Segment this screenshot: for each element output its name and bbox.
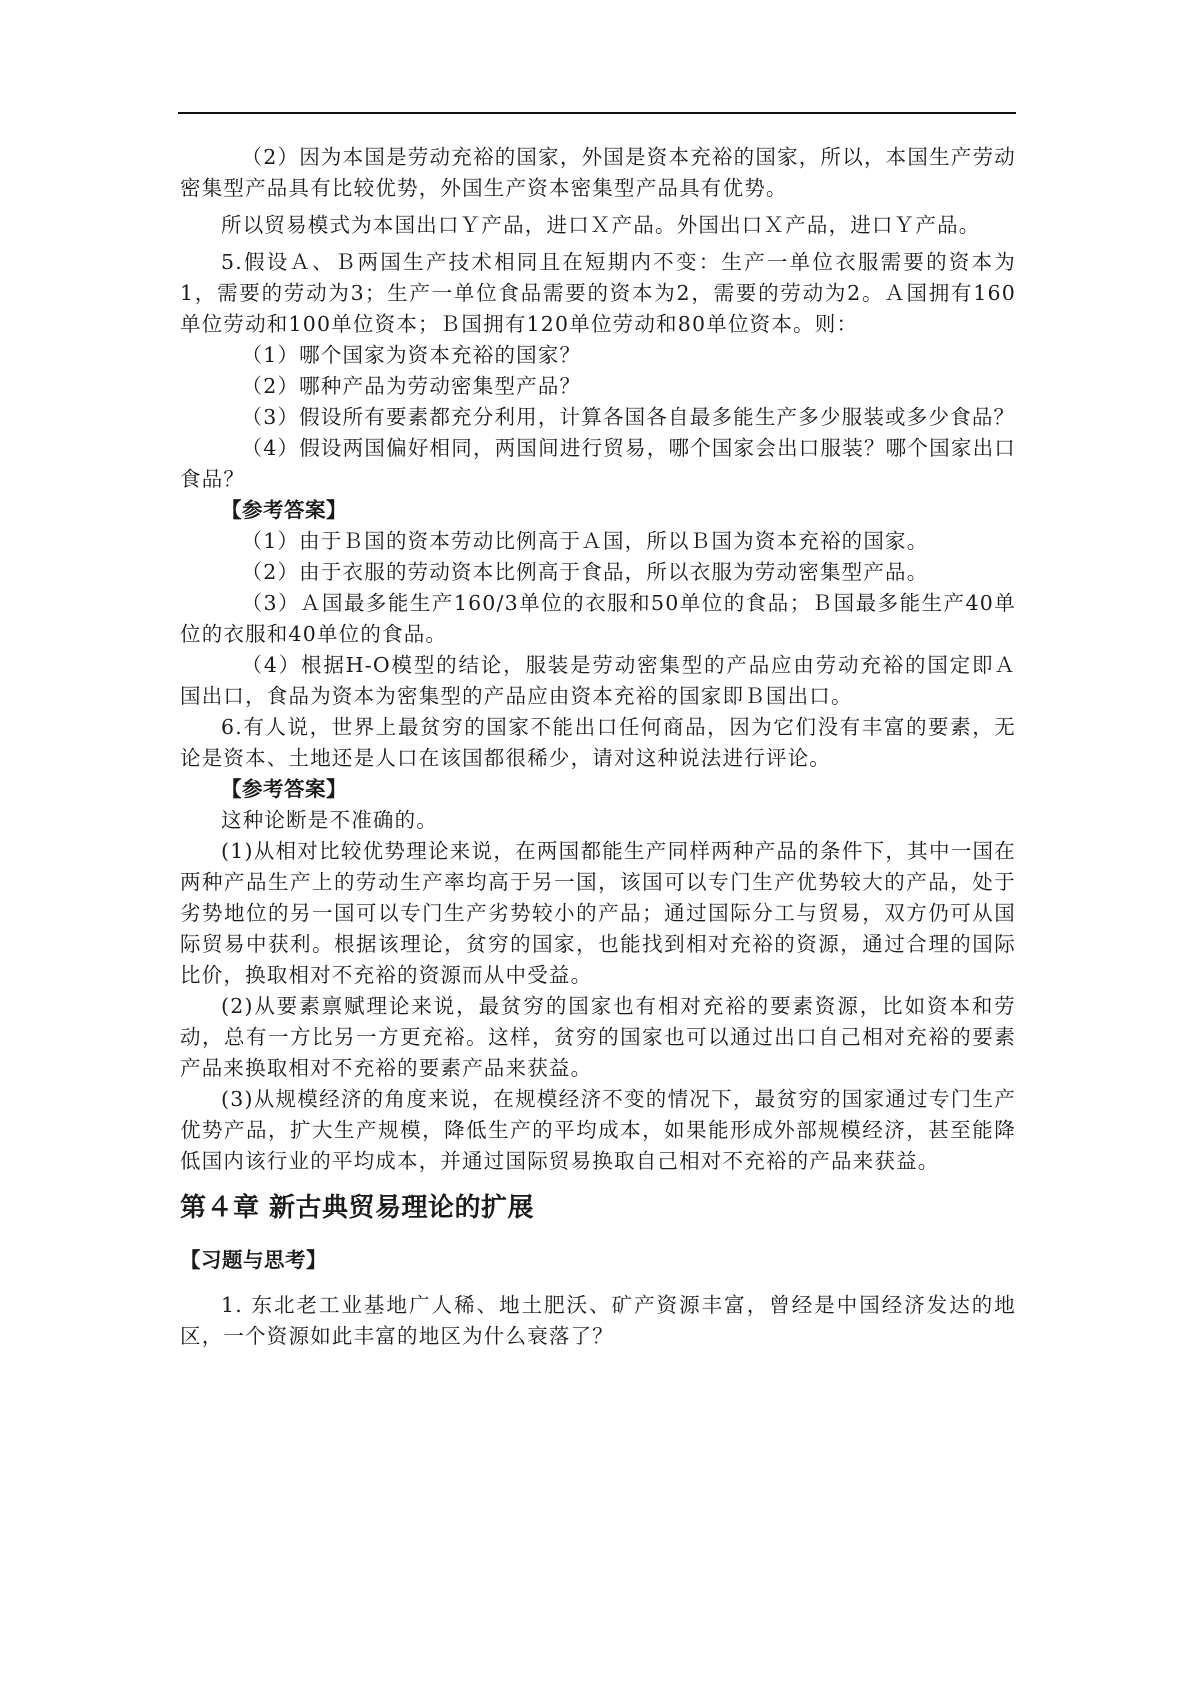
question-5-part-3: （3）假设所有要素都充分利用，计算各国各自最多能生产多少服装或多少食品？ [241, 405, 1016, 429]
reference-answer-heading: 【参考答案】 [221, 498, 347, 522]
answer-5-part-2: （2）由于衣服的劳动资本比例高于食品，所以衣服为劳动密集型产品。 [241, 560, 929, 584]
answer-6-part-1: (1)从相对比较优势理论来说，在两国都能生产同样两种产品的条件下，其中一国在两种产品生产上的劳动生产率均高于另一国，该国可以专门生产优势较大的产品，处于劣势地位的另一国可以专门生产劣势较小的产品；通过国际分工与贸易，双方仍可从国际贸易中获利。根据该理论，贫穷的国家，也能找到相对充裕的资源，通过合理的国际比价，换取相对不充裕的资源而从中受益。 [180, 839, 1016, 987]
question-5: 5.假设Ａ、Ｂ两国生产技术相同且在短期内不变：生产一单位衣服需要的资本为1，需要的劳动为3；生产一单位食品需要的资本为2，需要的劳动为2。Ａ国拥有160单位劳动和100单位资本；Ｂ国拥有120单位劳动和80单位资本。则： [180, 250, 1016, 336]
section-title: 【习题与思考】 [180, 1248, 327, 1272]
answer-6-intro: 这种论断是不准确的。 [221, 808, 438, 832]
page-content [180, 142, 1016, 1352]
question-6: 6.有人说，世界上最贫穷的国家不能出口任何商品，因为它们没有丰富的要素，无论是资本、土地还是人口在该国都很稀少，请对这种说法进行评论。 [180, 715, 1016, 770]
answer-5-part-1: （1）由于Ｂ国的资本劳动比例高于Ａ国，所以Ｂ国为资本充裕的国家。 [241, 529, 929, 553]
chapter-title: 第４章 新古典贸易理论的扩展 [180, 1193, 535, 1223]
answer-paragraph: 所以贸易模式为本国出口Ｙ产品，进口Ｘ产品。外国出口Ｘ产品，进口Ｙ产品。 [221, 213, 981, 237]
question-5-part-1: （1）哪个国家为资本充裕的国家？ [241, 343, 582, 367]
question-5-part-4: （4）假设两国偏好相同，两国间进行贸易，哪个国家会出口服装？哪个国家出口食品？ [180, 436, 1016, 491]
answer-6-part-3: (3)从规模经济的角度来说，在规模经济不变的情况下，最贫穷的国家通过专门生产优势产品，扩大生产规模，降低生产的平均成本，如果能形成外部规模经济，甚至能降低国内该行业的平均成本，并通过国际贸易换取自己相对不充裕的产品来获益。 [180, 1087, 1016, 1173]
answer-5-part-3: （3）Ａ国最多能生产160/3单位的衣服和50单位的食品；Ｂ国最多能生产40单位的衣服和40单位的食品。 [180, 591, 1016, 646]
exercise-question-1: 1. 东北老工业基地广人稀、地土肥沃、矿产资源丰富，曾经是中国经济发达的地区，一个资源如此丰富的地区为什么衰落了？ [180, 1293, 1016, 1348]
reference-answer-heading: 【参考答案】 [221, 777, 347, 801]
answer-5-part-4: （4）根据H-O模型的结论，服装是劳动密集型的产品应由劳动充裕的国定即Ａ国出口，食品为资本为密集型的产品应由资本充裕的国家即Ｂ国出口。 [180, 653, 1016, 708]
answer-paragraph: （2）因为本国是劳动充裕的国家，外国是资本充裕的国家，所以，本国生产劳动密集型产品具有比较优势，外国生产资本密集型产品具有优势。 [180, 145, 1016, 200]
header-rule [178, 112, 1016, 114]
question-5-part-2: （2）哪种产品为劳动密集型产品？ [241, 374, 582, 398]
answer-6-part-2: (2)从要素禀赋理论来说，最贫穷的国家也有相对充裕的要素资源，比如资本和劳动，总有一方比另一方更充裕。这样，贫穷的国家也可以通过出口自己相对充裕的要素产品来换取相对不充裕的要素产品来获益。 [180, 994, 1016, 1080]
